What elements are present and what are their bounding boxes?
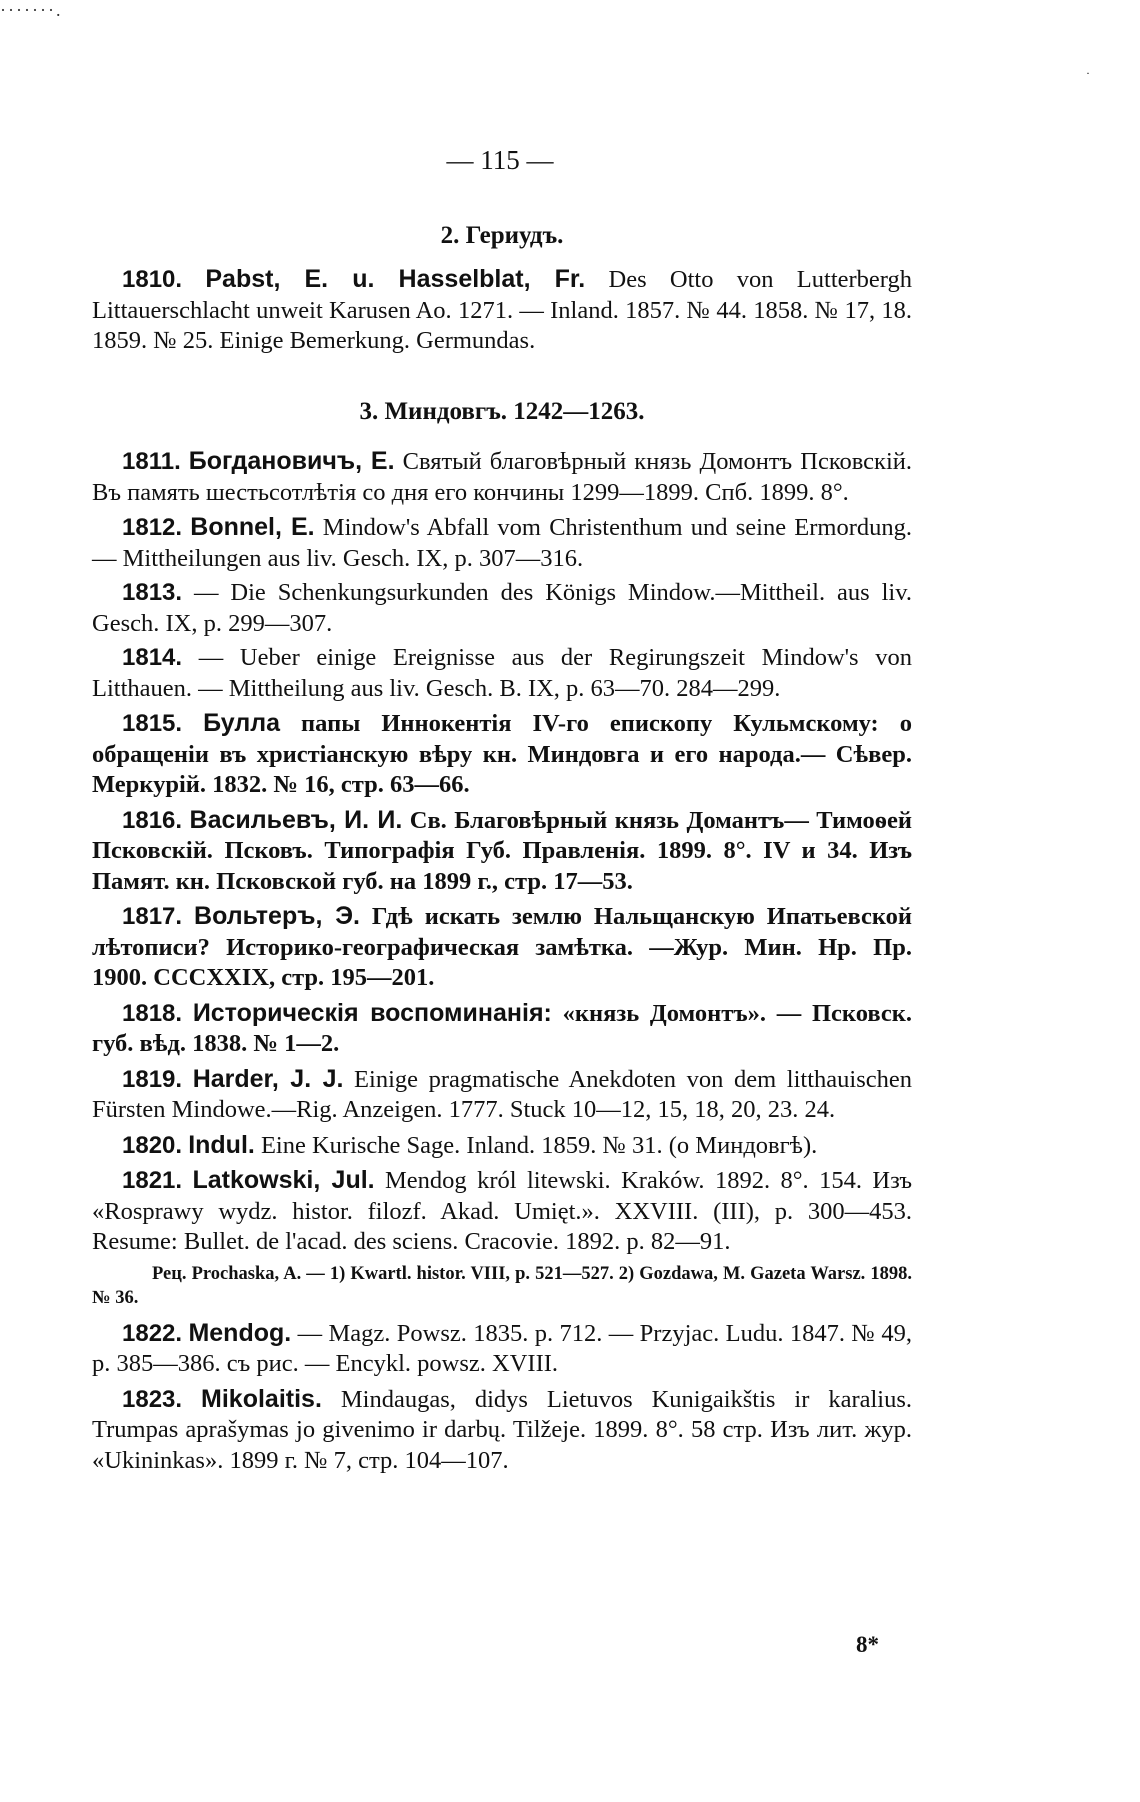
entry-text: Гдѣ искать землю Нальщанскую Ипатьевской лѣтописи? Историко-географическая замѣтка. —Жур. Мин. Нр. Пр. 1900. CCCXXIX, стр. 195—201. xyxy=(92,903,913,991)
entry-number: 1815. xyxy=(122,710,183,737)
entry-text: Des Otto von Lutterbergh Littauerschlacht unweit Karusen Ao. 1271. — Inland. 1857. № 44. 1858. № 17, 18. 1859. № 25. Einige Bemerkung. Germundas. xyxy=(92,266,912,354)
entry-text: — Magz. Powsz. 1835. p. 712. — Przyjac. Ludu. 1847. № 49, p. 385—386. съ рис. — Encykl. powsz. XVIII. xyxy=(92,1319,912,1377)
entry-number: 1813. xyxy=(122,579,183,606)
entry-author: Bonnel, E. xyxy=(190,513,315,541)
bibliography-entry-1813 xyxy=(92,578,912,639)
entry-number: 1814. xyxy=(122,644,183,671)
entry-text: — Ueber einige Ereignisse aus der Regirungszeit Mindow's von Litthauen. — Mittheilung aus liv. Gesch. B. IX, p. 63—70. 284—299. xyxy=(92,644,912,702)
bibliography-entry-1823 xyxy=(92,1384,912,1477)
entry-author: Богдановичъ, Е. xyxy=(188,447,395,475)
entry-number: 1816. xyxy=(122,806,183,834)
scan-dot-mark: · xyxy=(1086,66,1090,80)
entry-text: Eine Kurische Sage. Inland. 1859. № 31. (о Миндовгѣ). xyxy=(254,1131,818,1159)
entry-text: Einige pragmatische Anekdoten von dem litthauischen Fürsten Mindowe.—Rig. Anzeigen. 1777. Stuck 10—12, 15, 18, 20, 23. 24. xyxy=(92,1065,913,1123)
entry-number: 1811. xyxy=(122,448,181,475)
entry-number: 1820. xyxy=(122,1131,183,1159)
section-body-mindaugas xyxy=(92,446,912,1480)
entry-number: 1818. xyxy=(122,999,183,1027)
entry-author: Васильевъ, И. И. xyxy=(189,805,403,834)
entry-number: 1821. xyxy=(122,1167,183,1194)
entry-author: Булла xyxy=(203,709,280,737)
entry-author: Indul. xyxy=(188,1130,255,1159)
section-body-germundas xyxy=(92,264,912,361)
page-number: — 115 — xyxy=(446,145,554,175)
bibliography-entry-1819 xyxy=(92,1064,912,1126)
bibliography-entry-1811 xyxy=(92,446,912,508)
section-heading-germundas: 2. Гериудъ. xyxy=(440,222,564,249)
bibliography-entry-1815 xyxy=(92,708,912,801)
review-note-1821: Рец. Prochaska, A. — 1) Kwartl. histor. VIII, p. 521—527. 2) Gozdawa, M. Gazeta Warsz. 1898. № 36. xyxy=(92,1263,912,1308)
entry-author: Вольтеръ, Э. xyxy=(194,902,360,930)
bibliography-entry-1817 xyxy=(92,901,912,994)
bibliography-entry-1821 xyxy=(92,1165,912,1258)
entry-author: Историческія воспоминанія: xyxy=(192,998,552,1027)
printer-signature-mark: 8* xyxy=(856,1632,879,1657)
entry-author: Latkowski, Jul. xyxy=(192,1166,375,1194)
entry-author: Harder, J. J. xyxy=(192,1064,344,1093)
entry-number: 1819. xyxy=(122,1065,183,1093)
entry-number: 1822. xyxy=(122,1319,183,1347)
bibliography-entry-1818 xyxy=(92,998,912,1060)
bibliography-entry-1816 xyxy=(92,805,912,898)
entry-number: 1812. xyxy=(122,514,183,541)
entry-text: Mindaugas, didys Lietuvos Kunigaikštis ir karalius. Trumpas aprašymas jo givenimo ir darbų. Tilžeje. 1899. 8°. 58 стр. Изъ лит. жур. «Ukininkas». 1899 г. № 7, стр. 104—107. xyxy=(92,1385,913,1474)
entry-number: 1810. xyxy=(122,266,183,293)
bibliography-entry-1812 xyxy=(92,512,912,574)
entry-text: Святый благовѣрный князь Домонтъ Псковскій. Въ память шестьсотлѣтія со дня его кончины 1299—1899. Спб. 1899. 8°. xyxy=(92,448,912,506)
entry-number: 1817. xyxy=(122,903,183,930)
entry-author: Mikolaitis. xyxy=(201,1384,322,1413)
entry-text: Св. Благовѣрный князь Домантъ— Тимоѳей Псковскій. Псковъ. Типографія Губ. Правленія. 1899. 8°. IV и 34. Изъ Памят. кн. Псковской губ. на 1899 г., стр. 17—53. xyxy=(92,806,912,895)
entry-text: папы Иннокентія IV-го епископу Кульмскому: о обращеніи въ христіанскую вѣру кн. Миндовга и его народа.— Сѣвер. Меркурій. 1832. № 16, стр. 63—66. xyxy=(92,710,913,798)
entry-text: — Die Schenkungsurkunden des Königs Mindow.—Mittheil. aus liv. Gesch. IX, p. 299—307. xyxy=(92,579,912,637)
bibliography-entry-1820 xyxy=(92,1130,912,1162)
entry-text: Mindow's Abfall vom Christenthum und seine Ermordung. — Mittheilungen aus liv. Gesch. IX, p. 307—316. xyxy=(92,514,912,572)
bibliography-entry-1822 xyxy=(92,1318,912,1380)
bibliography-entry-1814 xyxy=(92,643,912,704)
entry-number: 1823. xyxy=(122,1385,183,1413)
section-heading-mindaugas: 3. Миндовгъ. 1242—1263. xyxy=(359,398,645,425)
scan-edge-mark: ·······. xyxy=(0,0,63,20)
bibliography-entry-1810 xyxy=(92,264,912,357)
entry-text: Mendog król litewski. Kraków. 1892. 8°. 154. Изъ «Rosprawy wydz. histor. filozf. Akad. Umięt.». XXVIII. (III), p. 300—453. Resume: Bullet. de l'acad. des sciens. Cracovie. 1892. p. 82—91. xyxy=(92,1167,912,1255)
entry-author: Mendog. xyxy=(188,1318,292,1347)
entry-text: «князь Домонтъ». — Псковск. губ. вѣд. 1838. № 1—2. xyxy=(92,999,912,1057)
entry-author: Pabst, E. u. Hasselblat, Fr. xyxy=(205,265,586,293)
